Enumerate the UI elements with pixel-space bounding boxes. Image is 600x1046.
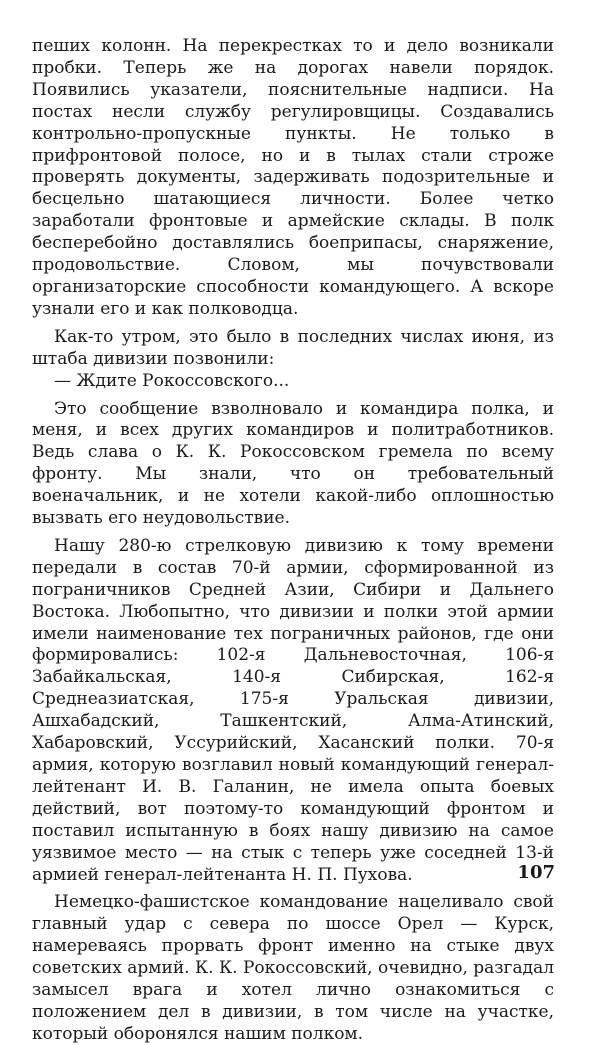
page-body — [32, 36, 554, 1046]
paragraph-3-dialog: — Ждите Рокоссовского... — [54, 370, 290, 391]
paragraph-1: пеших колонн. На перекрестках то и дело возникали пробки. Теперь же на дорогах навели порядок. Появились указатели, пояснительные надписи. На постах несли службу регулировщицы. Создавались контрольно-пропускные пункты. Не только в прифронтовой полосе, но и в тылах стали строже проверять документы, задерживать подозрительные и бесцельно шатающиеся личности. Более четко заработали фронтовые и армейские склады. В полк бесперебойно доставлялись боеприпасы, снаряжение, продовольствие. Словом, мы почувствовали организаторские способности командующего. А вскоре узнали его и как полководца. — [32, 36, 554, 319]
paragraph-2: Как-то утром, это было в последних числах июня, из штаба дивизии позвонили: — [32, 326, 554, 369]
paragraph-6: Немецко-фашистское командование нацеливало свой главный удар с севера по шоссе Орел — Курск, намереваясь прорвать фронт именно на стыке двух советских армий. К. К. Рокоссовский, очевидно, разгадал замысел врага и хотел лично ознакомиться с положением дел в дивизии, в том числе на участке, который оборонялся нашим полком. — [32, 892, 554, 1044]
paragraph-5: Нашу 280-ю стрелковую дивизию к тому времени передали в состав 70-й армии, сформированной из пограничников Средней Азии, Сибири и Дальнего Востока. Любопытно, что дивизии и полки этой армии имели наименование тех пограничных районов, где они формировались: 102-я Дальневосточная, 106-я Забайкальская, 140-я Сибирская, 162-я Среднеазиатская, 175-я Уральская дивизии, Ашхабадский, Ташкентский, Алма-Атинский, Хабаровский, Уссурийский, Хасанский полки. 70-я армия, которую возглавил новый командующий генерал-лейтенант И. В. Галанин, не имела опыта боевых действий, вот поэтому-то командующий фронтом и поставил испытанную в боях нашу дивизию на самое уязвимое место — на стык с теперь уже соседней 13-й армией генерал-лейтенанта Н. П. Пухова. — [32, 535, 554, 885]
paragraph-4: Это сообщение взволновало и командира полка, и меня, и всех других командиров и политработников. Ведь слава о К. К. Рокоссовском гремела по всему фронту. Мы знали, что он требовательный военачальник, и не хотели какой-либо оплошностью вызвать его неудовольствие. — [32, 398, 554, 529]
page-number: 107 — [517, 862, 555, 883]
